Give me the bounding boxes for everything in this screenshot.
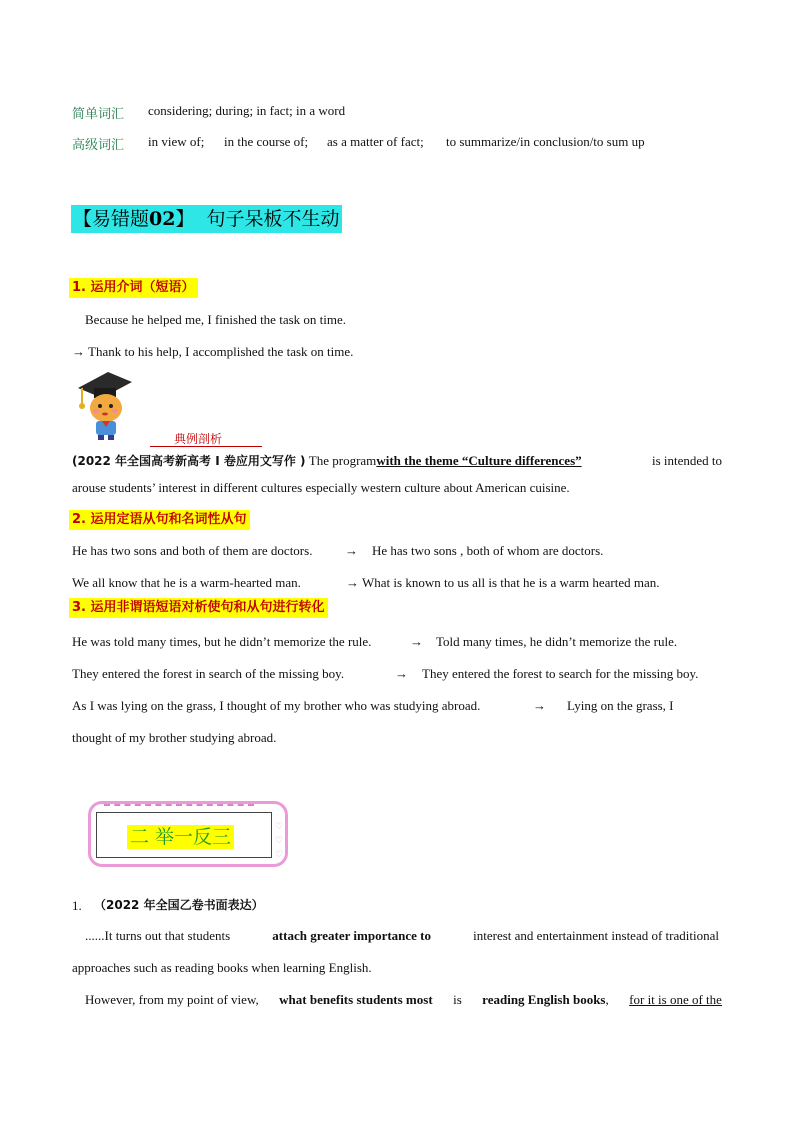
- arrow-icon: →: [395, 666, 408, 681]
- point3-example2-before: They entered the forest in search of the missing boy.: [72, 666, 345, 681]
- exam-source: (2022 年全国高考新高考 I 卷应用文写作 ): [72, 454, 306, 468]
- heart-icon: ♡: [275, 836, 284, 846]
- heading-title: 句子呆板不生动: [206, 208, 340, 230]
- exercise-number: 1.: [72, 898, 82, 913]
- heading-number: 02: [149, 208, 176, 230]
- p1-text-b: interest and entertainment instead of traditional: [473, 928, 719, 943]
- frame-title: 二 举一反三: [127, 825, 234, 849]
- point3-heading: 3. 运用非谓语短语对析使句和从句进行转化: [69, 598, 328, 618]
- point3-example3-before: As I was lying on the grass, I thought of my brother who was studying abroad.: [72, 698, 481, 713]
- point1-example-before: Because he helped me, I finished the task on time.: [85, 312, 347, 327]
- p1-bold-phrase: attach greater importance to: [272, 928, 432, 943]
- dianli-label: 典例剖析: [174, 432, 223, 446]
- advanced-vocab-item: in view of;: [148, 134, 205, 149]
- heading-bracket-open: 【易错题: [73, 208, 150, 230]
- point3-example2-after: They entered the forest to search for the missing boy.: [422, 666, 699, 681]
- exam-example-line2: arouse students’ interest in different cultures especially western culture about American cuisine.: [72, 480, 570, 495]
- advanced-vocab-item: to summarize/in conclusion/to sum up: [446, 134, 645, 149]
- advanced-vocab-item: in the course of;: [224, 134, 309, 149]
- point3-example3-continued: thought of my brother studying abroad.: [72, 730, 277, 745]
- heading-bracket-close: 】: [175, 208, 195, 230]
- exam-text-b: is intended to: [651, 453, 722, 468]
- p1-text-a: ......It turns out that students: [85, 928, 231, 943]
- point3-example1-after: Told many times, he didn’t memorize the rule.: [436, 634, 678, 649]
- point3-example1-before: He was told many times, but he didn’t memorize the rule.: [72, 634, 372, 649]
- point2-example2-after: → What is known to us all is that he is a warm hearted man.: [346, 575, 660, 590]
- arrow-icon: →: [410, 634, 423, 649]
- exam-text-a: The program: [308, 453, 377, 468]
- advanced-vocab-label: 高级词汇: [72, 138, 125, 153]
- point2-heading: 2. 运用定语从句和名词性从句: [69, 510, 250, 530]
- point3-example3-after: Lying on the grass, I: [567, 698, 674, 713]
- exercise-paragraph1-line2: approaches such as reading books when learning English.: [72, 960, 372, 975]
- arrow-icon: →: [345, 543, 358, 558]
- p2-comma: ,: [605, 992, 609, 1007]
- section-heading: [71, 205, 342, 233]
- simple-vocab-label: 简单词汇: [72, 107, 125, 122]
- heart-icon: ♡: [275, 822, 284, 832]
- point1-example-after: → Thank to his help, I accomplished the task on time.: [72, 344, 354, 359]
- point2-example1-after: He has two sons , both of whom are doctors.: [372, 543, 604, 558]
- point2-example2-before: We all know that he is a warm-hearted man.: [72, 575, 301, 590]
- p2-bold-phrase-1: what benefits students most: [279, 992, 433, 1007]
- advanced-vocab-item: as a matter of fact;: [327, 134, 424, 149]
- frame-dashed-line: [104, 804, 254, 806]
- p2-text-a: However, from my point of view,: [85, 992, 259, 1007]
- arrow-icon: →: [533, 698, 546, 713]
- point2-example1-before: He has two sons and both of them are doctors.: [72, 543, 313, 558]
- point1-heading: 1. 运用介词（短语）: [69, 278, 198, 298]
- p2-bold-phrase-2: reading English books: [482, 992, 606, 1007]
- student-mascot-icon: [74, 368, 138, 442]
- p2-underlined-phrase: for it is one of the: [629, 992, 722, 1007]
- p2-is: is: [453, 992, 462, 1007]
- dianli-underline: [150, 446, 262, 447]
- exam-example-line1: [72, 452, 722, 470]
- exercise-paragraph2-line1: [85, 991, 722, 1009]
- exercise-source: （2022 年全国乙卷书面表达）: [94, 898, 264, 912]
- simple-vocab-text: considering; during; in fact; in a word: [148, 103, 346, 118]
- exam-underlined-phrase: with the theme “Culture differences”: [376, 453, 582, 468]
- exercise-paragraph1-line1: [85, 927, 719, 945]
- heart-icon: ♡: [275, 850, 284, 860]
